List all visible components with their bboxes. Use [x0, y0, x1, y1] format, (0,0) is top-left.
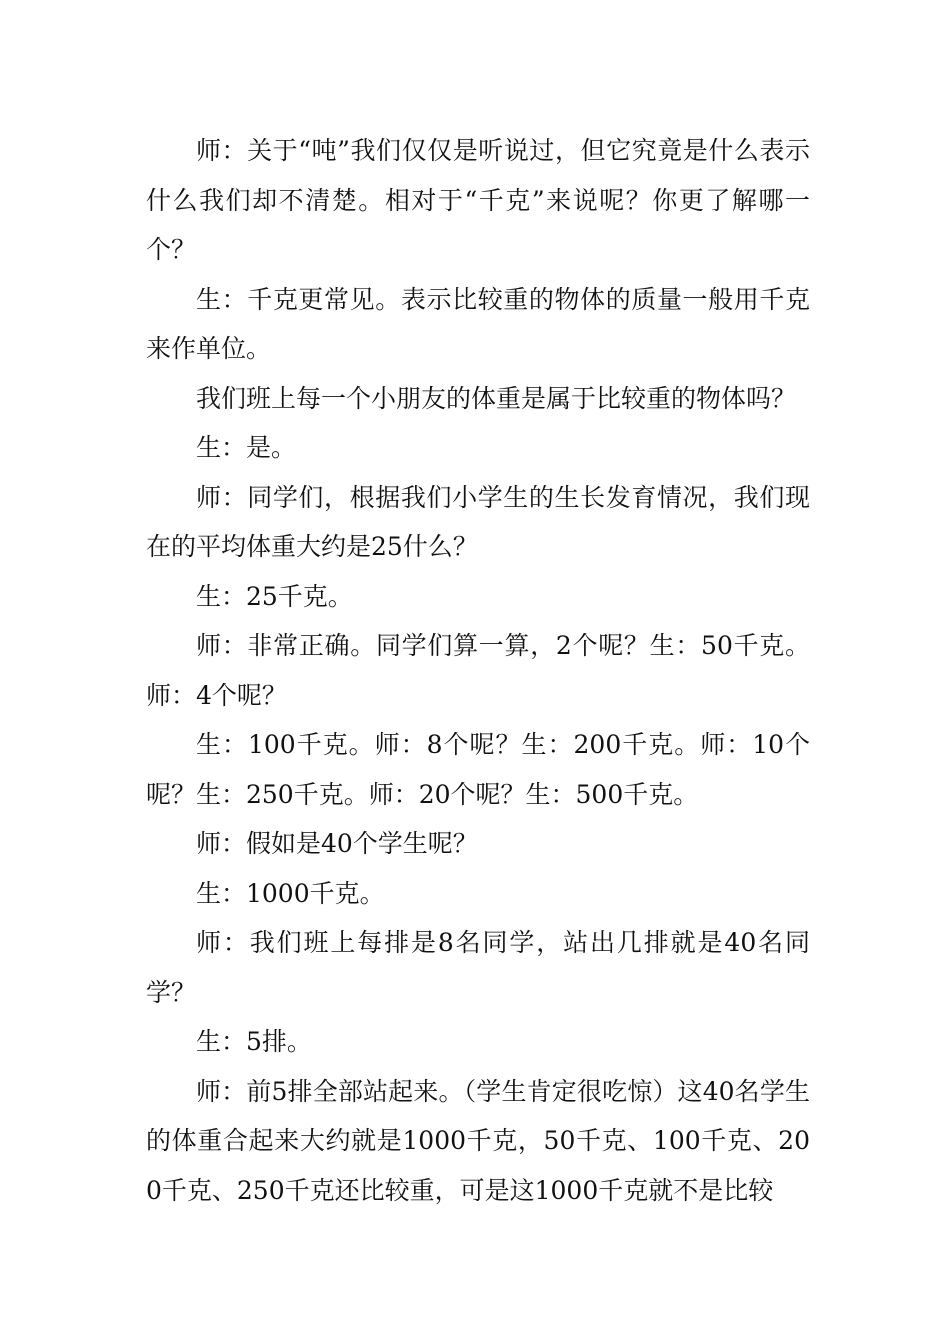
- paragraph: 生：100千克。师：8个呢？生：200千克。师：10个呢？生：250千克。师：20个呢？生：500千克。: [146, 730, 810, 809]
- paragraph: 师：假如是40个学生呢？: [196, 829, 478, 858]
- paragraph: 师：关于“吨”我们仅仅是听说过，但它究竟是什么表示什么我们却不清楚。相对于“千克”来说呢？你更了解哪一个？: [146, 136, 810, 264]
- paragraph: 师：前5排全部站起来。（学生肯定很吃惊）这40名学生的体重合起来大约就是1000千克，50千克、100千克、200千克、250千克还比较重，可是这1000千克就不是比较: [146, 1076, 810, 1205]
- paragraph: 我们班上每一个小朋友的体重是属于比较重的物体吗？: [196, 383, 797, 413]
- paragraph: 师：我们班上每排是8名同学，站出几排就是40名同学？: [146, 928, 810, 1007]
- paragraph: 师：同学们，根据我们小学生的生长发育情况，我们现在的平均体重大约是25什么？: [146, 482, 810, 561]
- paragraph: 生：是。: [196, 433, 297, 462]
- paragraph: 生：千克更常见。表示比较重的物体的质量一般用千克来作单位。: [146, 284, 810, 363]
- document-body: [146, 126, 810, 1215]
- paragraph: 师：非常正确。同学们算一算，2个呢？生：50千克。师：4个呢？: [146, 631, 810, 710]
- paragraph: 生：5排。: [196, 1027, 312, 1056]
- paragraph: 生：1000千克。: [196, 878, 385, 908]
- paragraph: 生：25千克。: [196, 581, 353, 611]
